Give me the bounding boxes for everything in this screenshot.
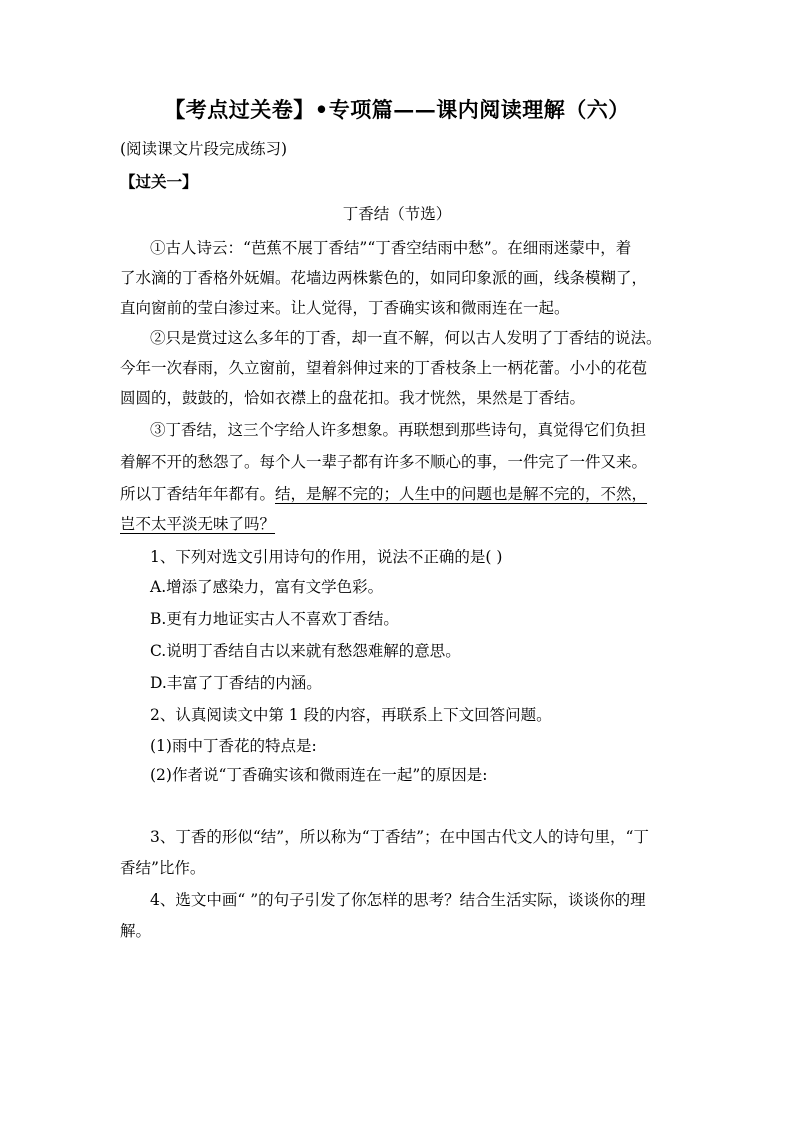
question-3-line-1: 3、丁香的形似“结”，所以称为“丁香结”；在中国古代文人的诗句里，“丁: [150, 828, 649, 846]
passage-line-9: [120, 482, 647, 504]
question-1: 1、下列对选文引用诗句的作用，说法不正确的是( ): [150, 548, 503, 566]
question-1-option-b: B.更有力地证实古人不喜欢丁香结。: [150, 610, 399, 628]
page-title: 【考点过关卷】•专项篇——课内阅读理解（六）: [164, 97, 630, 122]
question-4-line-1: 4、选文中画“ ”的句子引发了你怎样的思考？结合生活实际，谈谈你的理: [150, 891, 646, 909]
passage-line-1: ①古人诗云：“芭蕉不展丁香结”“丁香空结雨中愁”。在细雨迷蒙中，着: [150, 239, 632, 257]
underlined-sentence-part-2: 岂不太平淡无味了吗？: [120, 515, 276, 533]
question-1-option-c: C.说明丁香结自古以来就有愁怨难解的意思。: [150, 642, 461, 660]
question-2-part-2: (2)作者说“丁香确实该和微雨连在一起”的原因是:: [150, 766, 488, 784]
question-3-line-2: 香结”比作。: [120, 859, 206, 877]
passage-title: 丁香结（节选）: [342, 205, 452, 223]
section-heading: 【过关一】: [120, 172, 198, 191]
passage-line-8: 着解不开的愁怨了。每个人一辈子都有许多不顺心的事，一件完了一件又来。: [120, 453, 648, 471]
question-2: 2、认真阅读文中第 1 段的内容，再联系上下文回答问题。: [150, 706, 552, 724]
question-1-option-a: A.增添了感染力，富有文学色彩。: [150, 578, 384, 596]
question-4-line-2: 解。: [120, 922, 152, 940]
underlined-sentence-part-1: 结，是解不完的；人生中的问题也是解不完的，不然，: [275, 485, 648, 503]
passage-line-3: 直向窗前的莹白渗过来。让人觉得，丁香确实该和微雨连在一起。: [120, 299, 570, 317]
passage-line-4: ②只是赏过这么多年的丁香，却一直不解，何以古人发明了丁香结的说法。: [150, 329, 662, 347]
question-1-option-d: D.丰富了丁香结的内涵。: [150, 674, 322, 692]
question-2-part-1: (1)雨中丁香花的特点是:: [150, 737, 317, 755]
passage-line-5: 今年一次春雨，久立窗前，望着斜伸过来的丁香枝条上一柄花蕾。小小的花苞: [120, 359, 648, 377]
passage-line-9-plain: 所以丁香结年年都有。: [120, 485, 276, 503]
instruction-text: (阅读课文片段完成练习): [120, 140, 288, 158]
passage-line-2: 了水滴的丁香格外妩媚。花墙边两株紫色的，如同印象派的画，线条模糊了，: [120, 269, 648, 287]
passage-line-7: ③丁香结，这三个字给人许多想象。再联想到那些诗句，真觉得它们负担: [150, 421, 647, 439]
passage-line-6: 圆圆的，鼓鼓的，恰如衣襟上的盘花扣。我才恍然，果然是丁香结。: [120, 389, 586, 407]
